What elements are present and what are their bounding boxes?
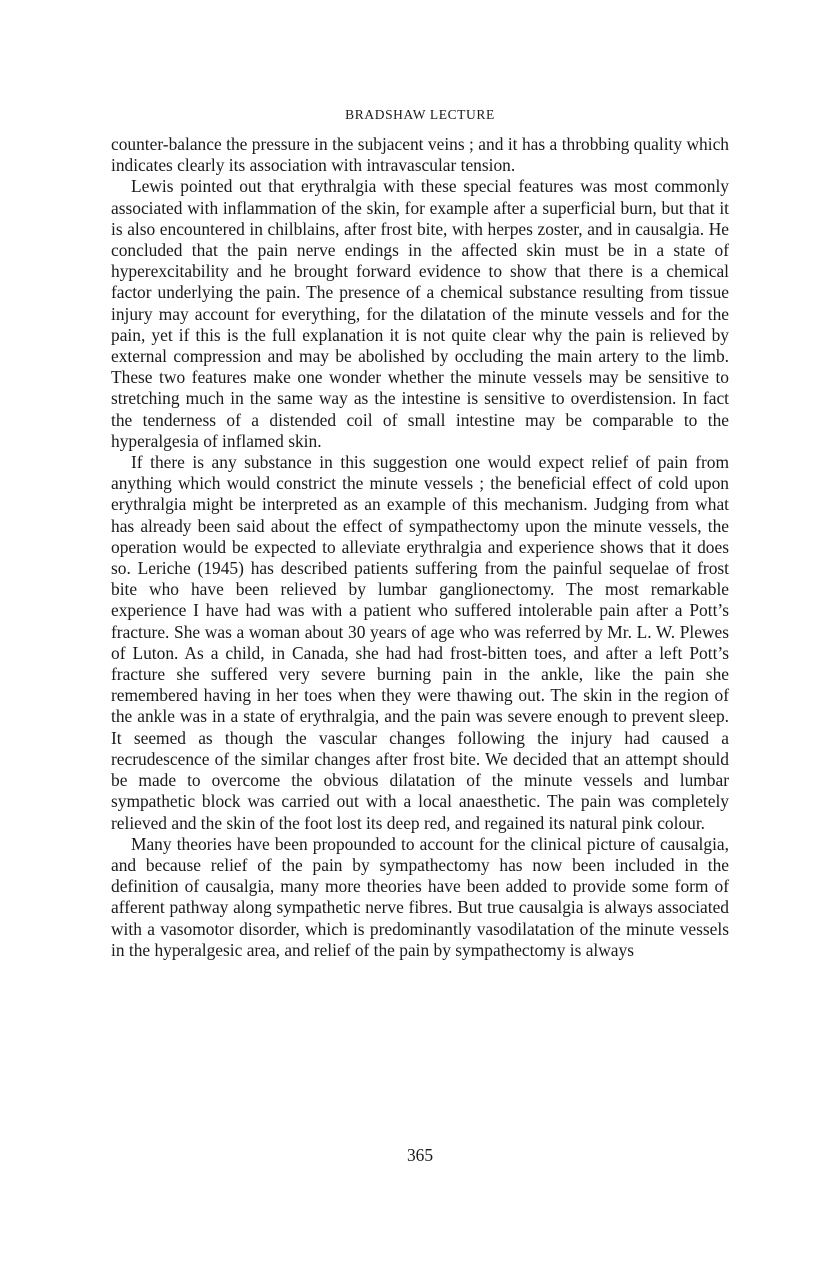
running-head: BRADSHAW LECTURE [345, 107, 495, 122]
paragraph-lewis: Lewis pointed out that erythralgia with these special features was most commonly associated with inflammation of the skin, for example after a superficial burn, but that it is also encountered in chilblains, after frost bite, with herpes zoster, and in causalgia. He concluded that the pain nerve endings in the affected skin must be in a state of hyperexcitability and he brought forward evidence to show that there is a chemical factor underlying the pain. The presence of a chemical substance resulting from tissue injury may account for everything, for the dilatation of the minute vessels and for the pain, yet if this is the full explanation it is not quite clear why the pain is relieved by external compression and may be abolished by occluding the main artery to the limb. These two features make one wonder whether the minute vessels may be sensitive to stretching much in the same way as the intestine is sensitive to overdistension. In fact the tenderness of a distended coil of small intestine may be comparable to the hyperalgesia of inflamed skin. [111, 176, 729, 451]
paragraph-continuation: counter-balance the pressure in the subjacent veins ; and it has a throbbing quality which indicates clearly its association with intravascular tension. [111, 134, 729, 176]
page-number: 365 [406, 1145, 434, 1165]
body-text [111, 134, 729, 961]
paragraph-suggestion: If there is any substance in this suggestion one would expect relief of pain from anything which would constrict the minute vessels ; the beneficial effect of cold upon erythralgia might be interpreted as an example of this mechanism. Judging from what has already been said about the effect of sympathectomy upon the minute vessels, the operation would be expected to alleviate erythralgia and experience shows that it does so. Leriche (1945) has described patients suffering from the painful sequelae of frost bite who have been relieved by lumbar ganglionectomy. The most remarkable experience I have had was with a patient who suffered intolerable pain after a Pott’s fracture. She was a woman about 30 years of age who was referred by Mr. L. W. Plewes of Luton. As a child, in Canada, she had had frost-bitten toes, and after a left Pott’s fracture she suffered very severe burning pain in the ankle, like the pain she remembered having in her toes when they were thawing out. The skin in the region of the ankle was in a state of erythralgia, and the pain was severe enough to prevent sleep. It seemed as though the vascular changes following the injury had caused a recrudescence of the similar changes after frost bite. We decided that an attempt should be made to overcome the obvious dilatation of the minute vessels and lumbar sympathetic block was carried out with a local anaesthetic. The pain was completely relieved and the skin of the foot lost its deep red, and regained its natural pink colour. [111, 452, 729, 833]
document-page [111, 0, 729, 1281]
paragraph-theories: Many theories have been propounded to account for the clinical picture of causalgia, and because relief of the pain by sympathectomy has now been included in the definition of causalgia, many more theories have been added to provide some form of afferent pathway along sympathetic nerve fibres. But true causalgia is always associated with a vasomotor disorder, which is predominantly vasodilatation of the minute vessels in the hyperalgesic area, and relief of the pain by sympathectomy is always [111, 833, 729, 960]
